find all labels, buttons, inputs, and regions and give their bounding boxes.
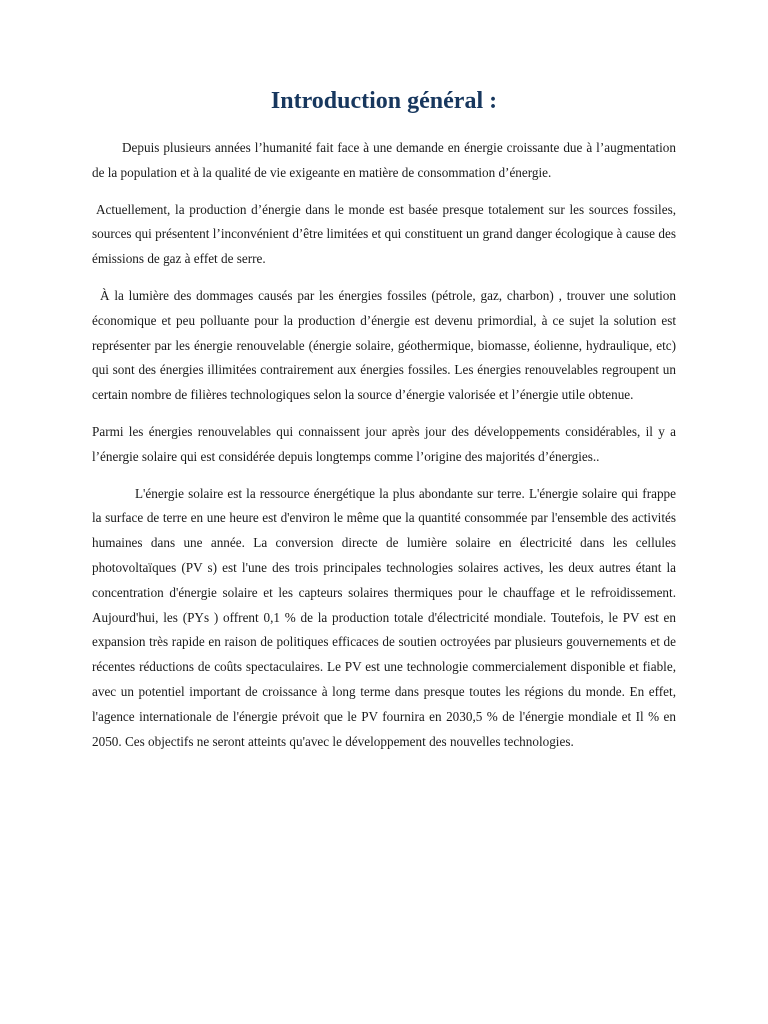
page-title: Introduction général : [270, 88, 498, 114]
paragraph-4: Parmi les énergies renouvelables qui connaissent jour après jour des développements considérables, il y a l’énergie solaire qui est considérée depuis longtemps comme l’origine des majorités d’énergies.. [92, 423, 676, 464]
paragraph-5: L'énergie solaire est la ressource énergétique la plus abondante sur terre. L'énergie solaire qui frappe la surface de terre en une heure est d'environ le même que la quantité consommée par l'ensemble des activités humaines dans une année. La conversion directe de lumière solaire en électricité dans les cellules photovoltaïques (PV s) est l'une des trois principales technologies solaires actives, les deux autres étant la concentration d'énergie solaire et les capteurs solaires thermiques pour le chauffage et le refroidissement. Aujourd'hui, les (PYs ) offrent 0,1 % de la production totale d'électricité mondiale. Toutefois, le PV est en expansion très rapide en raison de politiques efficaces de soutien octroyées par plusieurs gouvernements et de récentes réductions de coûts spectaculaires. Le PV est une technologie commercialement disponible et fiable, avec un potentiel important de croissance à long terme dans presque toutes les régions du monde. En effet, l'agence internationale de l'énergie prévoit que le PV fournira en 2030,5 % de l'énergie mondiale et Il % en 2050. Ces objectifs ne seront atteints qu'avec le développement des nouvelles technologies. [92, 485, 676, 749]
paragraph-3: À la lumière des dommages causés par les énergies fossiles (pétrole, gaz, charbon) , trouver une solution économique et peu polluante pour la production d’énergie est devenu primordial, à ce sujet la solution est représenter par les énergie renouvelable (énergie solaire, géothermique, biomasse, éolienne, hydraulique, etc) qui sont des énergies illimitées contrairement aux énergies fossiles. Les énergies renouvelables regroupent un certain nombre de filières technologiques selon la source d’énergie valorisée et l’énergie utile obtenue. [92, 287, 676, 403]
paragraph-2: Actuellement, la production d’énergie dans le monde est basée presque totalement sur les sources fossiles, sources qui présentent l’inconvénient d’être limitées et qui constituent un grand danger écologique à cause des émissions de gaz à effet de serre. [92, 201, 676, 267]
paragraph-1: Depuis plusieurs années l’humanité fait face à une demande en énergie croissante due à l’augmentation de la population et à la qualité de vie exigeante en matière de consommation d’énergie. [92, 140, 676, 180]
